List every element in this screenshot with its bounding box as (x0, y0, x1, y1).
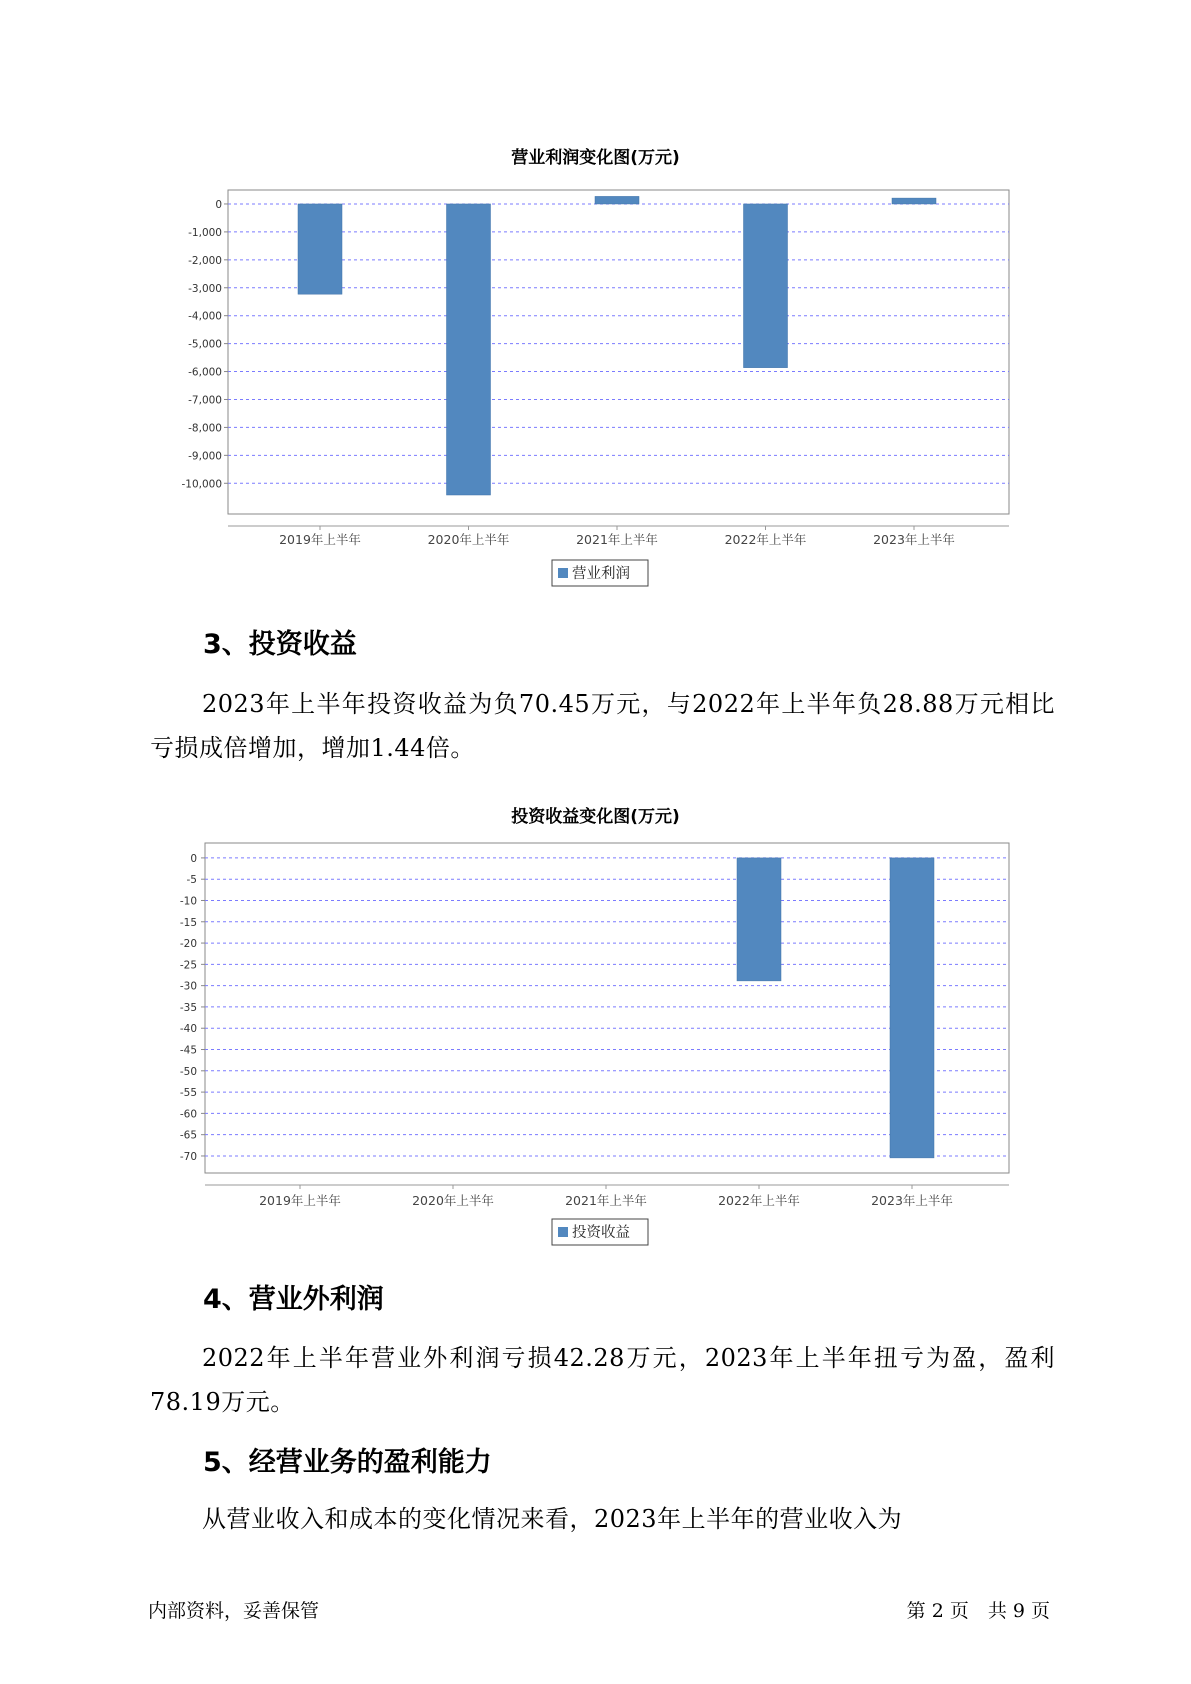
operating-profit-chart (0, 170, 1191, 590)
chart1-x-tick-label: 2023年上半年 (873, 532, 955, 547)
chart1-y-tick-label: -8,000 (188, 422, 222, 435)
chart1-bar (892, 198, 936, 204)
chart1-y-tick-label: -6,000 (188, 366, 222, 379)
chart2-y-tick-label: -50 (179, 1065, 197, 1078)
chart2-y-tick-label: -45 (179, 1044, 197, 1057)
chart1-y-tick-label: -9,000 (188, 450, 222, 463)
chart2-y-tick-label: -60 (179, 1108, 197, 1121)
section4-heading: 4、营业外利润 (203, 1284, 384, 1315)
chart2-title: 投资收益变化图(万元) (511, 807, 680, 827)
chart1-bar (595, 196, 639, 204)
chart2-y-tick-label: -20 (179, 938, 197, 951)
chart1-x-tick-label: 2021年上半年 (576, 532, 658, 547)
chart2-x-tick-label: 2019年上半年 (259, 1193, 341, 1208)
chart1-x-tick-label: 2020年上半年 (427, 532, 510, 547)
chart2-x-tick-label: 2021年上半年 (565, 1193, 647, 1208)
chart1-y-tick-label: -10,000 (181, 478, 222, 491)
chart2-bar (737, 858, 781, 981)
chart1-y-tick-label: -2,000 (188, 254, 222, 267)
chart1-title: 营业利润变化图(万元) (511, 148, 680, 168)
chart1-y-tick-label: 0 (215, 198, 222, 211)
chart1-bar (298, 204, 342, 294)
chart1-y-tick-label: -1,000 (188, 226, 222, 239)
chart2-legend-label: 投资收益 (572, 1225, 630, 1241)
chart1-bar (447, 204, 491, 495)
chart2-y-tick-label: -55 (179, 1087, 197, 1100)
chart2-plot-area (205, 843, 1009, 1173)
chart1-y-tick-label: -4,000 (188, 310, 222, 323)
chart2-legend-swatch (558, 1227, 568, 1237)
section5-paragraph: 从营业收入和成本的变化情况来看，2023年上半年的营业收入为 (202, 1505, 903, 1533)
chart2-x-tick-label: 2023年上半年 (871, 1193, 953, 1208)
section3-paragraph: 2023年上半年投资收益为负70.45万元，与2022年上半年负28.88万元相比亏损成倍增加，增加1.44倍。 (150, 690, 1055, 762)
chart1-y-tick-label: -5,000 (188, 338, 222, 351)
section3-heading: 3、投资收益 (203, 629, 357, 660)
chart1-y-tick-label: -7,000 (188, 394, 222, 407)
chart2-y-tick-label: 0 (190, 852, 197, 865)
chart2-y-tick-label: -70 (179, 1150, 197, 1163)
chart1-y-tick-label: -3,000 (188, 282, 222, 295)
chart1-legend-swatch (558, 568, 568, 578)
chart1-x-tick-label: 2022年上半年 (724, 532, 807, 547)
chart2-y-tick-label: -40 (179, 1023, 197, 1036)
chart2-y-tick-label: -65 (179, 1129, 197, 1142)
chart2-bar (890, 858, 934, 1158)
chart1-x-tick-label: 2019年上半年 (279, 532, 361, 547)
chart2-x-tick-label: 2022年上半年 (718, 1193, 800, 1208)
section5-heading: 5、经营业务的盈利能力 (203, 1447, 492, 1478)
chart1-plot-area (228, 190, 1009, 514)
chart2-y-tick-label: -10 (179, 895, 197, 908)
chart2-y-tick-label: -35 (179, 1001, 197, 1014)
section4-paragraph: 2022年上半年营业外利润亏损42.28万元，2023年上半年扭亏为盈，盈利78.19万元。 (150, 1344, 1055, 1416)
investment-income-chart (0, 830, 1191, 1250)
chart2-y-tick-label: -30 (179, 980, 197, 993)
footer-page-number: 第 2 页 共 9 页 (906, 1600, 1050, 1622)
chart2-y-tick-label: -5 (186, 874, 197, 887)
chart1-legend-label: 营业利润 (572, 566, 630, 582)
chart2-y-tick-label: -15 (179, 916, 197, 929)
chart2-x-tick-label: 2020年上半年 (412, 1193, 494, 1208)
chart2-y-tick-label: -25 (179, 959, 197, 972)
footer-left: 内部资料，妥善保管 (148, 1600, 320, 1622)
chart1-bar (744, 204, 788, 368)
